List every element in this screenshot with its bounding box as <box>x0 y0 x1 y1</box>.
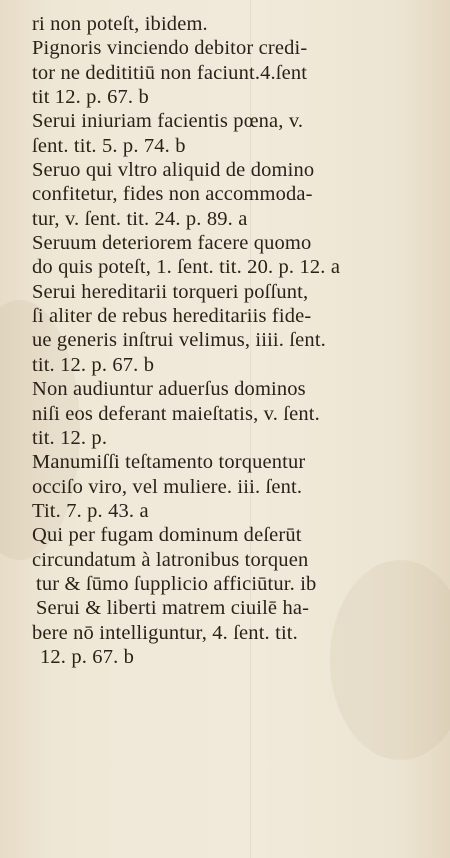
text-line: tit 12. p. 67. b <box>32 86 149 109</box>
text-line: Non audiuntur aduerſus dominos <box>32 378 306 401</box>
text-line: ſent. tit. 5. p. 74. b <box>32 134 186 157</box>
text-line: Seruo qui vltro aliquid de domino <box>32 159 315 182</box>
text-line: circundatum à latronibus torquen <box>32 548 309 571</box>
text-line: do quis poteſt, 1. ſent. tit. 20. p. 12. a <box>32 256 341 279</box>
text-line: Tit. 7. p. 43. a <box>32 499 149 522</box>
text-line: tur, v. ſent. tit. 24. p. 89. a <box>32 207 248 230</box>
text-line: Serui iniuriam facientis pœna, v. <box>32 110 304 133</box>
text-line: occiſo viro, vel muliere. iii. ſent. <box>32 475 303 498</box>
text-line: confitetur, fides non accommoda- <box>32 183 313 206</box>
text-line: 12. p. 67. b <box>40 645 135 668</box>
text-line: Serui & liberti matrem ciuilē ha- <box>36 597 310 620</box>
text-line: Manumiſſi teſtamento torquentur <box>32 451 306 474</box>
text-line: tit. 12. p. 67. b <box>32 353 155 376</box>
text-line: tit. 12. p. <box>32 426 108 449</box>
text-line: niſi eos deferant maieſtatis, v. ſent. <box>32 402 320 425</box>
text-line: ri non poteſt, ibidem. <box>32 13 208 35</box>
text-line: Pignoris vinciendo debitor credi- <box>32 37 308 60</box>
text-line: ue generis inſtrui velimus, iiii. ſent. <box>32 329 326 352</box>
text-line: bere nō intelliguntur, 4. ſent. tit. <box>32 621 298 644</box>
text-line: tor ne dedititiū non faciunt.4.ſent <box>32 61 308 84</box>
text-line: Serui hereditarii torqueri poſſunt, <box>32 280 309 303</box>
text-line: Seruum deteriorem facere quomo <box>32 232 312 255</box>
index-text <box>14 12 439 669</box>
text-line: Qui per fugam dominum deſerūt <box>32 524 302 547</box>
text-line: ſi aliter de rebus hereditariis fide- <box>32 305 312 328</box>
text-line: tur & ſūmo ſupplicio afficiūtur. ib <box>36 572 317 595</box>
